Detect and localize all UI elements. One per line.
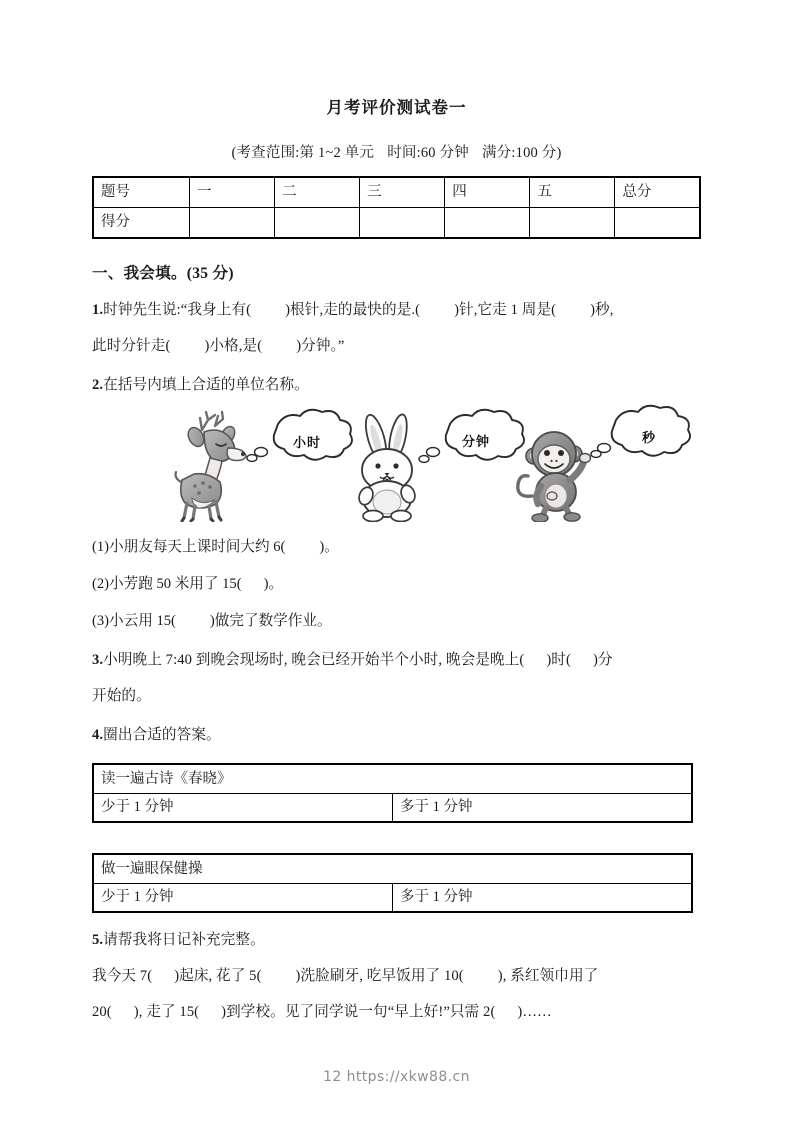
- question-1-text-a: 时钟先生说:“我身上有(: [103, 301, 252, 318]
- question-5-line-2: [92, 1002, 701, 1024]
- question-4-text: 圈出合适的答案。: [103, 726, 221, 743]
- bubble-label-second: 秒: [642, 430, 657, 446]
- question-5-line2-b: ), 走了 15(: [133, 1003, 200, 1020]
- score-table-score-row: [93, 207, 700, 238]
- score-cell-2[interactable]: [275, 207, 360, 238]
- score-table-col-4: 四: [445, 177, 530, 208]
- question-2-sub-1-label: (1): [92, 539, 110, 556]
- question-5-line2-c: )到学校。见了同学说一句“早上好!”只需 2(: [221, 1003, 496, 1020]
- question-1-text-c: )针,它走 1 周是(: [454, 301, 557, 318]
- question-5-line1-b: )起床, 花了 5(: [174, 967, 262, 984]
- bubble-label-minute: 分钟: [462, 434, 491, 450]
- question-2-sub-3-text-b: )做完了数学作业。: [209, 613, 332, 630]
- question-5-line2-a: 20(: [92, 1003, 112, 1020]
- question-2-sub-2-text-b: )。: [263, 576, 284, 593]
- question-1-line2-b: )小格,是(: [204, 337, 263, 354]
- subtitle-scope: (考查范围:第 1~2 单元: [231, 144, 375, 161]
- score-table-col-1: 一: [190, 177, 275, 208]
- question-2-sub-1-text-a: 小朋友每天上课时间大约 6(: [109, 539, 286, 556]
- section-one-heading: 一、我会填。(35 分): [92, 264, 234, 282]
- score-table: [92, 176, 701, 239]
- bubble-label-hour: 小时: [293, 435, 322, 451]
- question-2-sub-3-text-a: 小云用 15(: [109, 613, 176, 630]
- score-table-row-label-2: 得分: [93, 207, 190, 238]
- question-2-sub-1-text-b: )。: [319, 539, 339, 556]
- question-2-sub-2-text-a: 小芳跑 50 米用了 15(: [109, 576, 242, 593]
- choice-table-eye-exercise: [92, 853, 693, 913]
- question-1-line-2: [92, 336, 701, 358]
- question-3-number: 3.: [92, 652, 104, 669]
- question-5-line2-d: )……: [517, 1003, 552, 1020]
- choice-option-more-than-one-minute[interactable]: 多于 1 分钟: [393, 793, 693, 822]
- animal-unit-deer: [162, 404, 362, 522]
- question-3-text-c: )分: [592, 652, 613, 669]
- question-5-line1-a: 我今天 7(: [92, 967, 153, 984]
- choice-table-eye-title: 做一遍眼保健操: [93, 854, 692, 884]
- page-title: 月考评价测试卷一: [326, 98, 467, 117]
- animal-unit-rabbit: [340, 404, 540, 522]
- score-table-col-3: 三: [360, 177, 445, 208]
- question-3-text-b: )时(: [546, 652, 571, 669]
- choice-option-less-than-one-minute[interactable]: 少于 1 分钟: [93, 883, 393, 912]
- footer-watermark: 12 https://xkw88.cn: [323, 1069, 470, 1085]
- choice-table-poem-title-row: [93, 764, 692, 794]
- subtitle-total-score: 满分:100 分): [481, 144, 562, 161]
- rabbit-icon: [340, 404, 540, 522]
- question-5-number: 5.: [92, 931, 104, 948]
- question-5-line-1: [92, 966, 701, 988]
- choice-option-less-than-one-minute[interactable]: 少于 1 分钟: [93, 793, 393, 822]
- question-3-line-2: 开始的。: [92, 688, 151, 705]
- question-2-sub-1: [92, 537, 701, 559]
- question-2-sub-3: [92, 611, 701, 633]
- deer-icon: [162, 404, 362, 522]
- choice-table-poem-options-row: [93, 793, 692, 822]
- choice-table-eye-title-row: [93, 854, 692, 884]
- choice-table-eye-options-row: [93, 883, 692, 912]
- question-5: [92, 930, 701, 952]
- question-5-line1-d: ), 系红领巾用了: [497, 967, 599, 984]
- question-1-text-d: )秒,: [590, 301, 614, 318]
- animal-illustration-row: [92, 404, 701, 522]
- choice-option-more-than-one-minute[interactable]: 多于 1 分钟: [393, 883, 693, 912]
- question-1-number: 1.: [92, 301, 104, 318]
- question-2-number: 2.: [92, 376, 104, 393]
- score-table-col-2: 二: [275, 177, 360, 208]
- question-2-sub-2-label: (2): [92, 576, 110, 593]
- score-cell-total[interactable]: [615, 207, 700, 238]
- question-4: [92, 725, 701, 747]
- choice-table-poem-title: 读一遍古诗《春晓》: [93, 764, 692, 794]
- score-table-col-total: 总分: [615, 177, 700, 208]
- paper-sheet: [92, 0, 701, 1122]
- question-2-sub-3-label: (3): [92, 613, 110, 630]
- question-1-text-b: )根针,走的最快的是.(: [285, 301, 421, 318]
- animal-unit-monkey: [512, 404, 712, 522]
- score-cell-1[interactable]: [190, 207, 275, 238]
- score-cell-4[interactable]: [445, 207, 530, 238]
- question-5-line1-c: )洗脸刷牙, 吃早饭用了 10(: [295, 967, 464, 984]
- question-3-text-a: 小明晚上 7:40 到晚会现场时, 晚会已经开始半个小时, 晚会是晚上(: [103, 652, 525, 669]
- choice-table-poem: [92, 763, 693, 823]
- question-2: [92, 375, 701, 397]
- question-1-line2-c: )分钟。”: [296, 337, 345, 354]
- question-2-text: 在括号内填上合适的单位名称。: [103, 376, 309, 393]
- score-table-col-5: 五: [530, 177, 615, 208]
- score-cell-3[interactable]: [360, 207, 445, 238]
- question-1-line2-a: 此时分针走(: [92, 337, 171, 354]
- question-3: [92, 650, 701, 672]
- question-1: [92, 300, 701, 322]
- score-cell-5[interactable]: [530, 207, 615, 238]
- score-table-header-row: [93, 177, 700, 208]
- question-2-sub-2: [92, 574, 701, 596]
- question-4-number: 4.: [92, 726, 104, 743]
- question-5-text: 请帮我将日记补充完整。: [103, 931, 265, 948]
- score-table-row-label: 题号: [93, 177, 190, 208]
- subtitle-time: 时间:60 分钟: [387, 144, 469, 161]
- paper-subtitle: [92, 118, 701, 162]
- monkey-icon: [512, 404, 712, 522]
